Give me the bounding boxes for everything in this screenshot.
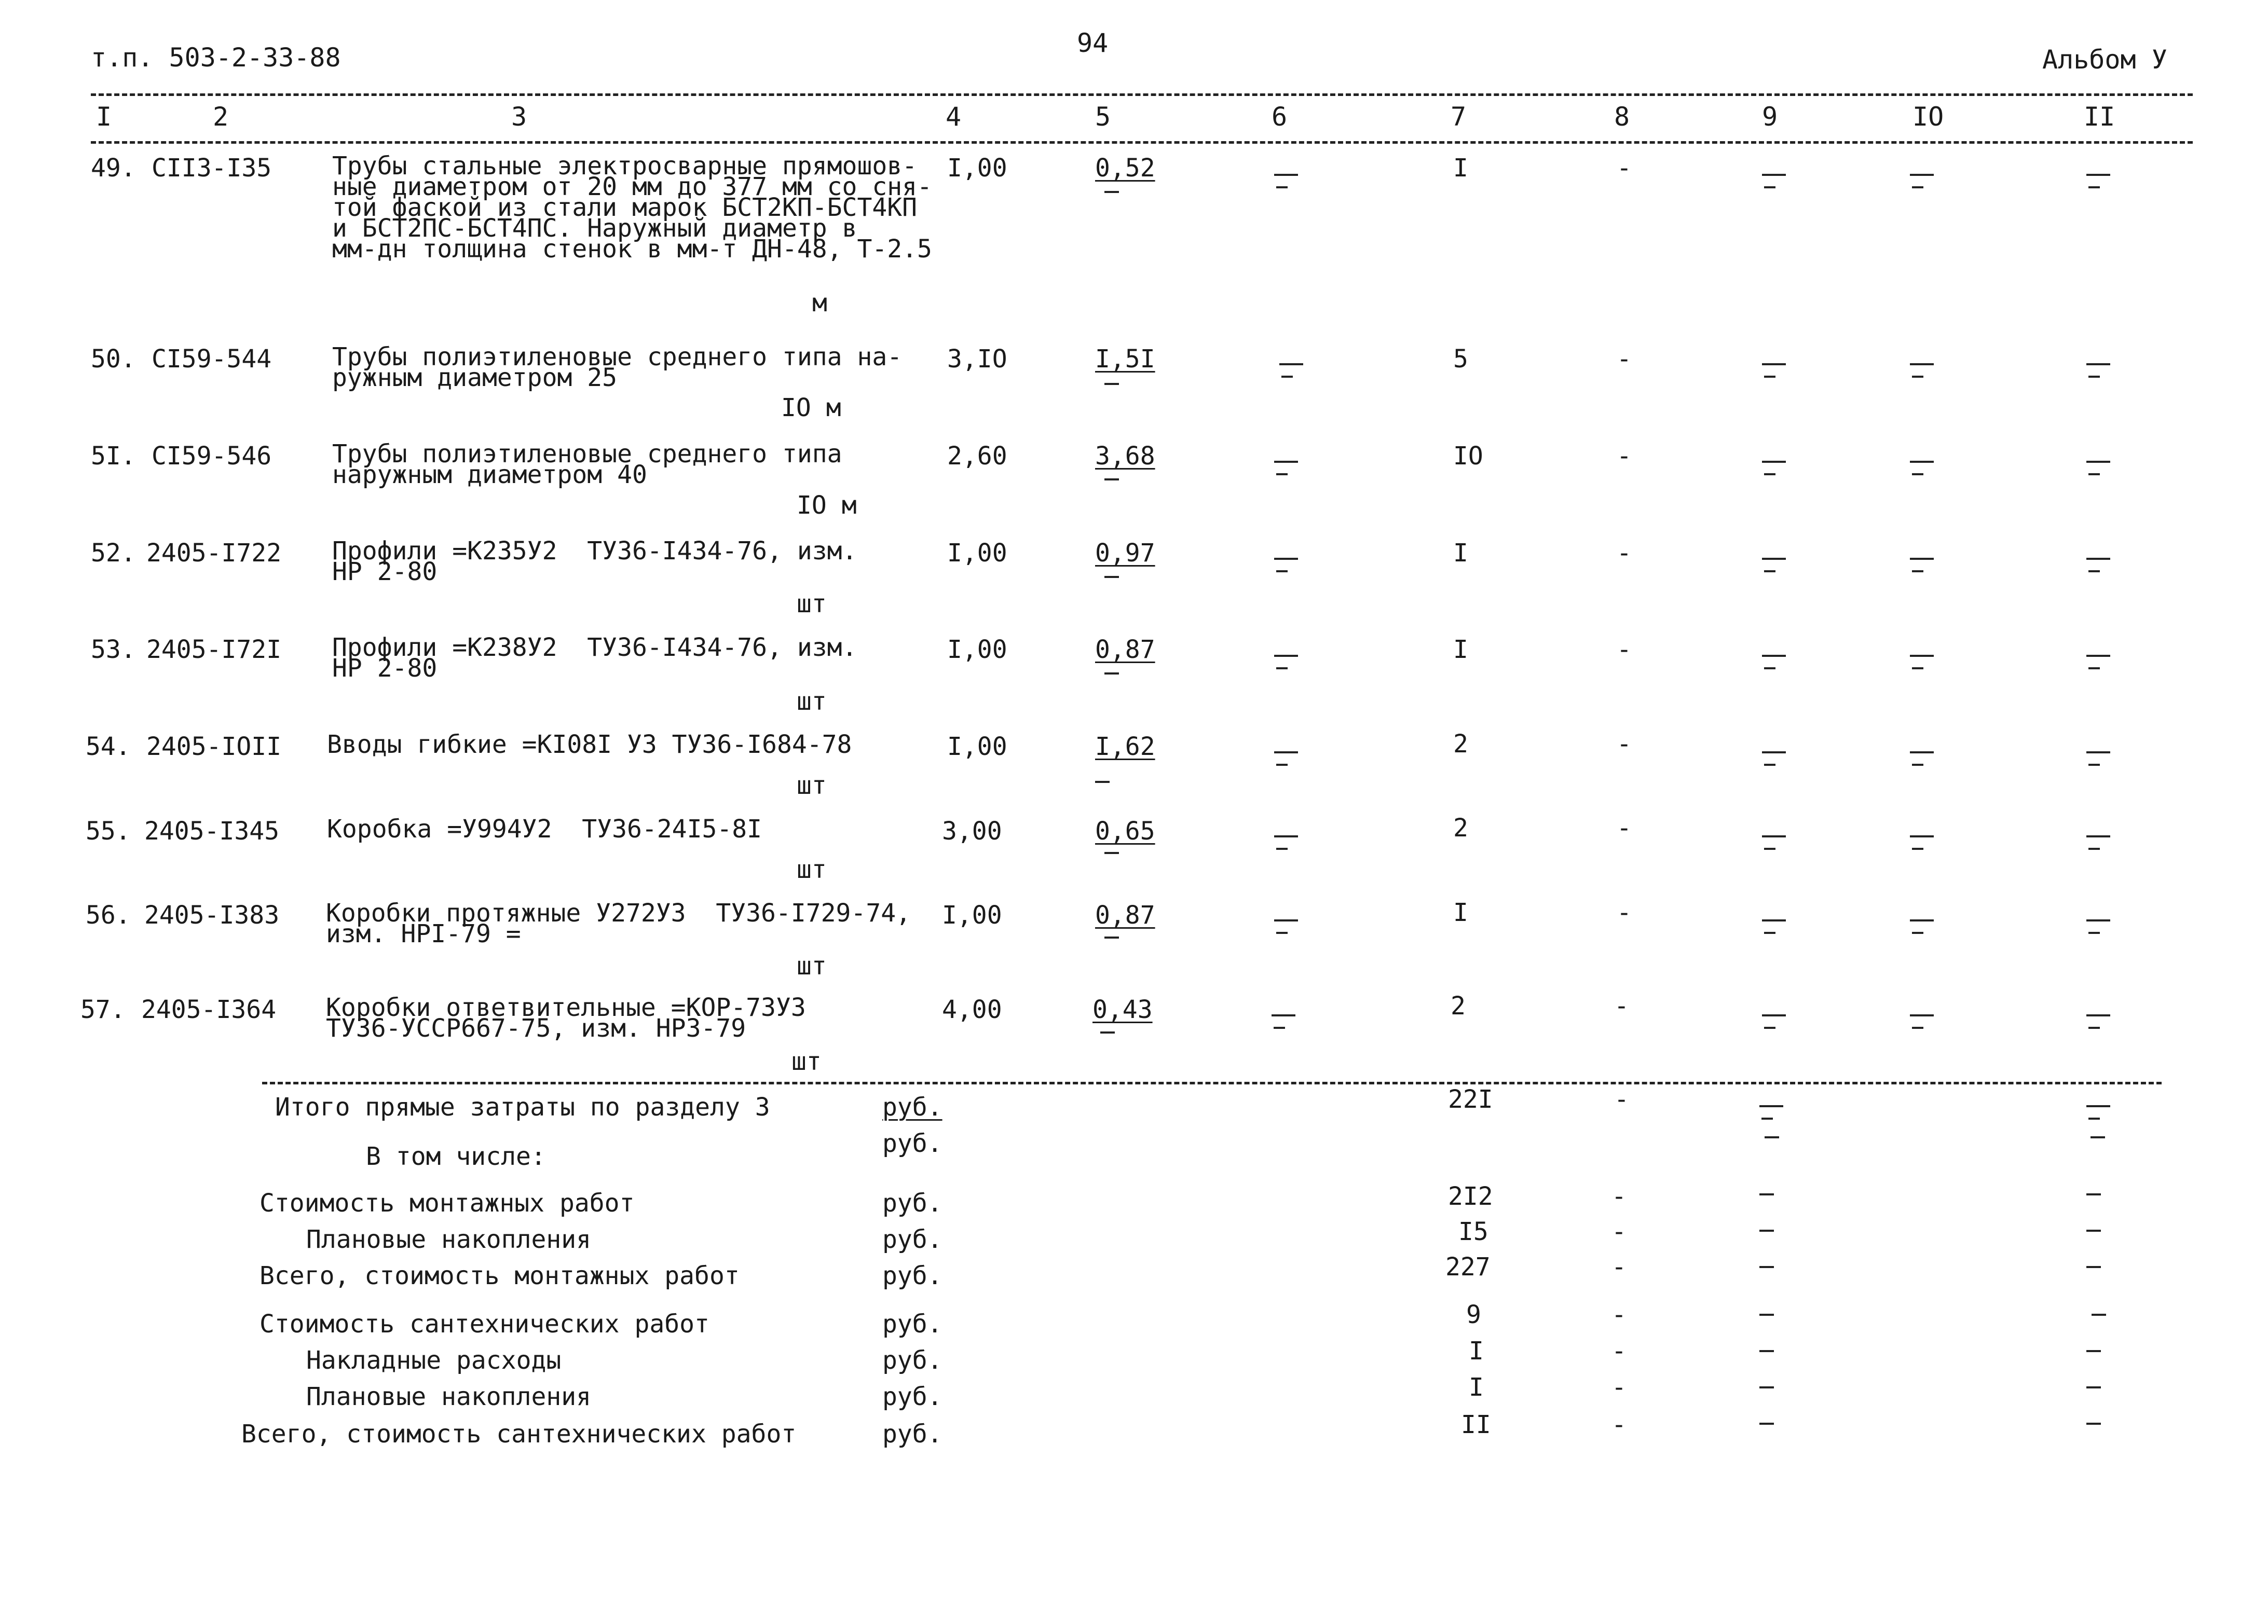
ditto-mark xyxy=(1910,1014,1936,1032)
ditto-mark xyxy=(1274,558,1300,575)
ditto-mark xyxy=(2086,655,2112,672)
summary-col8: - xyxy=(1611,1182,1627,1211)
row-price: 0,52 xyxy=(1095,154,1155,183)
column-header: 3 xyxy=(511,102,527,132)
dash-mark xyxy=(2086,1230,2101,1232)
summary-col7: 9 xyxy=(1466,1300,1481,1329)
row-quantity: 4,00 xyxy=(942,995,1002,1024)
row-col7: IO xyxy=(1453,442,1483,471)
row-code: CI59-544 xyxy=(152,345,272,374)
row-description: Трубы полиэтиленовые среднего типа на- ружным диаметром 25 xyxy=(332,342,903,392)
dash-mark xyxy=(1759,1266,1774,1268)
dash-mark xyxy=(1765,1136,1779,1138)
row-unit: IO м xyxy=(797,491,857,520)
row-col8: - xyxy=(1617,730,1632,759)
ditto-mark xyxy=(1762,461,1788,478)
summary-col8: - xyxy=(1614,1085,1629,1114)
dash-mark xyxy=(2086,1423,2101,1425)
row-col8: - xyxy=(1617,898,1632,927)
ditto-mark xyxy=(1910,558,1936,575)
summary-label: В том числе: xyxy=(366,1142,546,1171)
ditto-mark xyxy=(1910,751,1936,769)
row-col8: - xyxy=(1614,992,1629,1021)
summary-col7: 2I2 xyxy=(1448,1182,1493,1211)
ditto-mark xyxy=(1274,655,1300,672)
column-header: 6 xyxy=(1272,102,1288,132)
summary-col7: I xyxy=(1469,1373,1484,1402)
document-code: т.п. 503-2-33-88 xyxy=(91,43,341,73)
ditto-mark xyxy=(2086,835,2112,853)
ditto-mark xyxy=(1274,751,1300,769)
column-header: 5 xyxy=(1095,102,1111,132)
row-col7: 2 xyxy=(1453,730,1468,759)
dash-mark xyxy=(2086,1350,2101,1352)
summary-col8: - xyxy=(1611,1337,1627,1366)
row-code: 2405-I72I xyxy=(146,635,282,664)
row-unit: шт xyxy=(797,687,827,716)
row-number: 50. xyxy=(91,345,136,374)
column-header: 9 xyxy=(1762,102,1778,132)
row-price: I,62 xyxy=(1095,732,1155,761)
row-quantity: I,00 xyxy=(947,154,1007,183)
summary-unit: руб. xyxy=(882,1346,942,1375)
column-header: 4 xyxy=(946,102,962,132)
row-col7: I xyxy=(1453,154,1468,183)
dash-mark xyxy=(1104,576,1119,578)
row-description: Коробки протяжные У272УЗ ТУ36-I729-74, изм. НРI-79 = xyxy=(326,899,911,948)
summary-unit: руб. xyxy=(882,1310,942,1339)
ditto-mark xyxy=(1274,174,1300,191)
ditto-mark xyxy=(1910,835,1936,853)
row-price: 0,65 xyxy=(1095,817,1155,846)
summary-col7: I5 xyxy=(1458,1217,1488,1246)
column-header: 2 xyxy=(213,102,229,132)
row-col7: I xyxy=(1453,539,1468,568)
dash-mark xyxy=(2092,1314,2106,1316)
header-bottom-rule xyxy=(91,141,2193,144)
dash-mark xyxy=(1759,1193,1774,1195)
dash-mark xyxy=(1759,1314,1774,1316)
dash-mark xyxy=(1104,672,1119,675)
row-col7: I xyxy=(1453,635,1468,664)
summary-col7: II xyxy=(1461,1410,1491,1439)
row-price: 0,87 xyxy=(1095,901,1155,930)
dash-mark xyxy=(2086,1266,2101,1268)
row-number: 5I. xyxy=(91,442,136,471)
ditto-mark xyxy=(2086,558,2112,575)
summary-unit: руб. xyxy=(882,1129,942,1158)
ditto-mark xyxy=(1910,461,1936,478)
row-unit: шт xyxy=(791,1047,822,1076)
ditto-mark xyxy=(2086,174,2112,191)
row-description: Профили =К238У2 ТУ36-I434-76, изм. НР 2-80 xyxy=(332,633,857,683)
dash-mark xyxy=(1104,383,1119,385)
row-code: 2405-I383 xyxy=(144,901,280,930)
row-number: 57. xyxy=(80,995,126,1024)
row-col8: - xyxy=(1617,442,1632,471)
row-quantity: 3,IO xyxy=(947,345,1007,374)
row-price: 0,97 xyxy=(1095,539,1155,568)
summary-unit: руб. xyxy=(882,1189,942,1218)
summary-rule xyxy=(262,1082,2162,1084)
ditto-mark xyxy=(1279,363,1305,381)
row-number: 55. xyxy=(86,817,131,846)
row-description: Коробка =У994У2 ТУ36-24I5-8I xyxy=(327,815,762,844)
column-header: II xyxy=(2084,102,2115,132)
summary-col7: 227 xyxy=(1445,1253,1491,1282)
row-price: 0,87 xyxy=(1095,635,1155,664)
ditto-mark xyxy=(1274,835,1300,853)
row-quantity: 2,60 xyxy=(947,442,1007,471)
dash-mark xyxy=(1759,1423,1774,1425)
header-top-rule xyxy=(91,93,2193,96)
row-number: 56. xyxy=(86,901,131,930)
summary-col7: I xyxy=(1469,1337,1484,1366)
row-col8: - xyxy=(1617,635,1632,664)
row-price: 3,68 xyxy=(1095,442,1155,471)
ditto-mark xyxy=(2086,751,2112,769)
summary-col7: 22I xyxy=(1448,1085,1493,1114)
summary-col8: - xyxy=(1611,1410,1627,1439)
ditto-mark xyxy=(2086,1014,2112,1032)
row-quantity: I,00 xyxy=(947,635,1007,664)
row-number: 54. xyxy=(86,732,131,761)
row-code: 2405-I722 xyxy=(146,539,282,568)
ditto-mark xyxy=(2086,363,2112,381)
dash-mark xyxy=(1104,478,1119,480)
summary-col8: - xyxy=(1611,1253,1627,1282)
row-description: Коробки ответвительные =КОР-73УЗ ТУ36-УССР667-75, изм. НРЗ-79 xyxy=(326,993,806,1043)
row-code: 2405-I345 xyxy=(144,817,280,846)
row-col8: - xyxy=(1617,814,1632,843)
dash-mark xyxy=(2086,1193,2101,1195)
row-description: Профили =К235У2 ТУ36-I434-76, изм. НР 2-80 xyxy=(332,536,857,586)
ditto-mark xyxy=(1762,835,1788,853)
summary-label: Итого прямые затраты по разделу 3 xyxy=(275,1093,770,1122)
dash-mark xyxy=(2086,1386,2101,1388)
dash-mark xyxy=(2091,1136,2105,1138)
ditto-mark xyxy=(1274,461,1300,478)
row-col7: 5 xyxy=(1453,345,1468,374)
row-col8: - xyxy=(1617,345,1632,374)
ditto-mark xyxy=(1762,558,1788,575)
summary-col8: - xyxy=(1611,1217,1627,1246)
row-description: Трубы стальные электросварные прямошов- ные диаметром от 20 мм до 377 мм со сня- той фаской из стали марок БСТ2КП-БСТ4КП и БСТ2ПС-БСТ4ПС. Наружный диаметр в мм-дн толщина стенок в мм-т ДН-48, Т-2.5 xyxy=(332,152,932,264)
ditto-mark xyxy=(1274,919,1300,937)
summary-label: Накладные расходы xyxy=(306,1346,562,1375)
ditto-mark xyxy=(1910,655,1936,672)
column-header: 8 xyxy=(1614,102,1630,132)
dash-mark xyxy=(1104,191,1119,193)
dash-mark xyxy=(1104,937,1119,939)
row-unit: м xyxy=(812,288,827,318)
summary-label: Всего, стоимость монтажных работ xyxy=(259,1261,740,1290)
row-code: CI59-546 xyxy=(152,442,272,471)
row-quantity: 3,00 xyxy=(942,817,1002,846)
row-unit: IO м xyxy=(781,393,841,422)
summary-label: Стоимость сантехнических работ xyxy=(259,1310,709,1339)
row-code: 2405-IOII xyxy=(146,732,282,761)
ditto-mark xyxy=(1272,1014,1297,1032)
album-label: Альбом У xyxy=(2042,45,2167,75)
column-header: 7 xyxy=(1451,102,1467,132)
ditto-mark xyxy=(1762,174,1788,191)
row-col8: - xyxy=(1617,539,1632,568)
row-unit: шт xyxy=(797,589,827,618)
page-number: 94 xyxy=(1077,28,1109,58)
row-number: 49. xyxy=(91,154,136,183)
ditto-mark xyxy=(2086,1105,2112,1123)
summary-unit: руб. xyxy=(882,1382,942,1411)
ditto-mark xyxy=(1762,655,1788,672)
summary-col8: - xyxy=(1611,1300,1627,1329)
row-unit: шт xyxy=(797,952,827,981)
row-unit: шт xyxy=(797,771,827,800)
dash-mark xyxy=(1759,1230,1774,1232)
row-number: 53. xyxy=(91,635,136,664)
row-unit: шт xyxy=(797,855,827,884)
dash-mark xyxy=(1100,1031,1115,1034)
ditto-mark xyxy=(1762,1014,1788,1032)
ditto-mark xyxy=(1910,363,1936,381)
column-header: IO xyxy=(1912,102,1944,132)
row-quantity: I,00 xyxy=(947,539,1007,568)
summary-label: Всего, стоимость сантехнических работ xyxy=(241,1420,797,1449)
dash-mark xyxy=(1759,1350,1774,1352)
ditto-mark xyxy=(1762,919,1788,937)
summary-label: Плановые накопления xyxy=(306,1225,592,1254)
summary-unit: руб. xyxy=(882,1225,942,1254)
row-code: CII3-I35 xyxy=(152,154,272,183)
row-col7: 2 xyxy=(1451,992,1466,1021)
summary-unit: руб. xyxy=(882,1093,942,1122)
ditto-mark xyxy=(1910,919,1936,937)
ditto-mark xyxy=(1759,1105,1785,1123)
row-quantity: I,00 xyxy=(947,732,1007,761)
ditto-mark xyxy=(2086,919,2112,937)
dash-mark xyxy=(1095,781,1110,783)
row-col8: - xyxy=(1617,154,1632,183)
row-price: 0,43 xyxy=(1092,995,1153,1024)
summary-unit: руб. xyxy=(882,1261,942,1290)
summary-label: Стоимость монтажных работ xyxy=(259,1189,635,1218)
row-description: Вводы гибкие =КI08I УЗ ТУ36-I684-78 xyxy=(327,730,852,759)
dash-mark xyxy=(1104,852,1119,854)
row-description: Трубы полиэтиленовые среднего типа наружным диаметром 40 xyxy=(332,439,842,489)
row-col7: 2 xyxy=(1453,814,1468,843)
ditto-mark xyxy=(2086,461,2112,478)
summary-label: Плановые накопления xyxy=(306,1382,592,1411)
dash-mark xyxy=(1759,1386,1774,1388)
ditto-mark xyxy=(1762,751,1788,769)
row-number: 52. xyxy=(91,539,136,568)
ditto-mark xyxy=(1910,174,1936,191)
row-code: 2405-I364 xyxy=(141,995,277,1024)
row-quantity: I,00 xyxy=(942,901,1002,930)
summary-col8: - xyxy=(1611,1373,1627,1402)
column-header: I xyxy=(96,102,112,132)
ditto-mark xyxy=(1762,363,1788,381)
row-col7: I xyxy=(1453,898,1468,927)
summary-unit: руб. xyxy=(882,1420,942,1449)
row-price: I,5I xyxy=(1095,345,1155,374)
